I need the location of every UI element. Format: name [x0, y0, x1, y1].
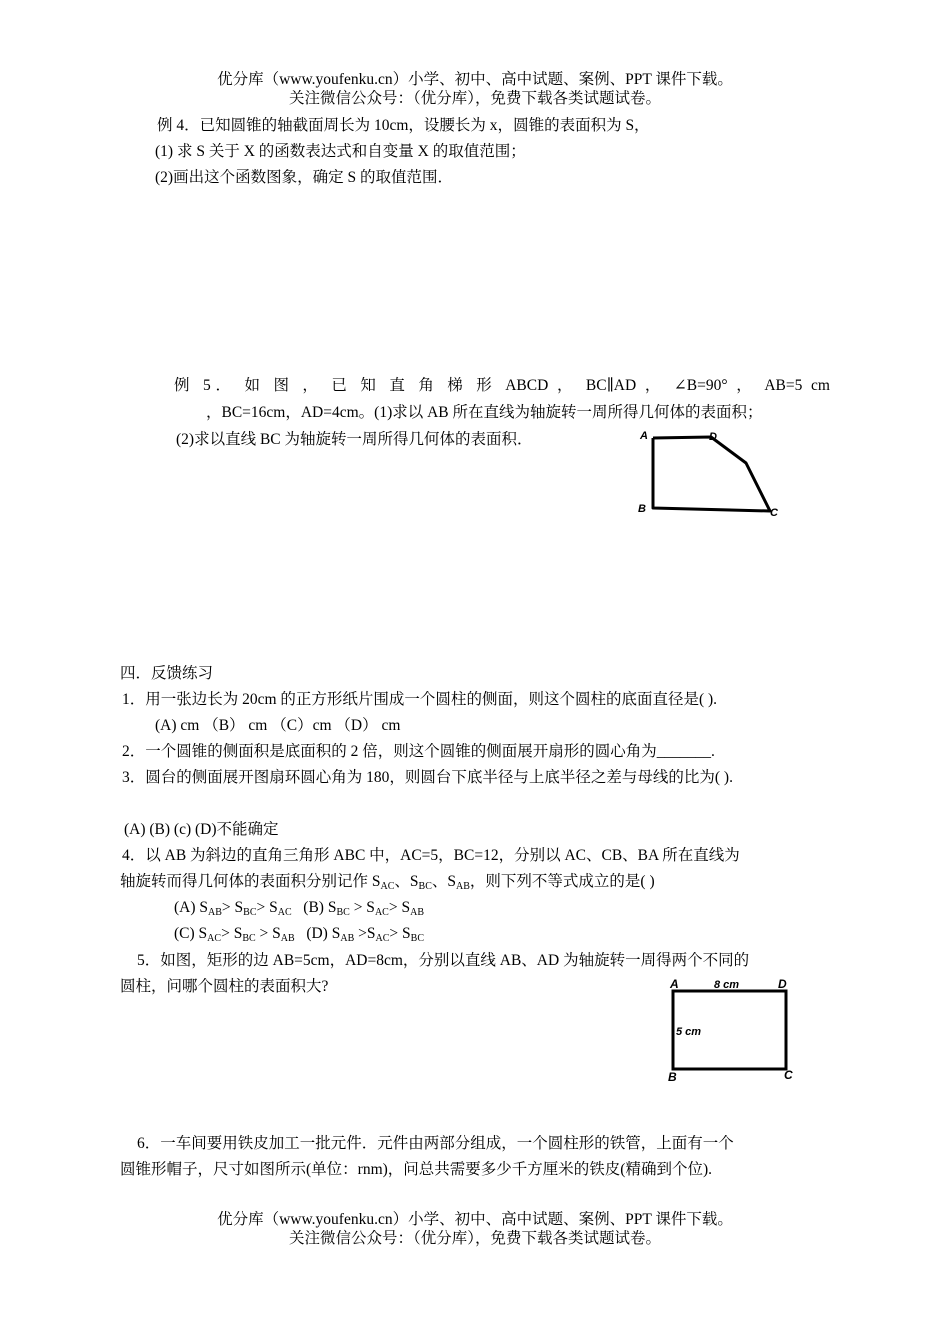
section4-title: 四．反馈练习	[120, 665, 214, 682]
section4-q6-line-1: 6．一车间要用铁皮加工一批元件．元件由两部分组成，一个圆柱形的铁管，上面有一个	[137, 1135, 734, 1152]
example4-title: 例 4．已知圆锥的轴截面周长为 10cm，设腰长为 x，圆锥的表面积为 S，	[157, 117, 650, 134]
section4-q4-line-2: 轴旋转而得几何体的表面积分别记作 $S_{AC}$、$S_{BC}$、$S_{AB}$，则下列不等式成立的是( )	[120, 873, 655, 892]
trapezoid-figure	[636, 425, 786, 525]
example5-line-2: ，BC=16cm，AD=4cm。(1)求以 AB 所在直线为轴旋转一周所得几何体的表面积；	[206, 404, 763, 421]
section4-q4-options-ab: (A) $S_{AB}> S_{BC}> S_{AC}$ (B) $S_{BC} > S_{AC}> S_{AB}$	[174, 899, 424, 918]
trapezoid-label-a: A	[640, 430, 648, 442]
example5-line-3: (2)求以直线 BC 为轴旋转一周所得几何体的表面积．	[176, 431, 533, 448]
footer-line-2: 关注微信公众号：（优分库），免费下载各类试题试卷。	[288, 1230, 661, 1247]
section4-q3-options: (A) (B) (c) (D)不能确定	[124, 821, 279, 838]
header-line-2: 关注微信公众号：（优分库），免费下载各类试题试卷。	[288, 90, 661, 107]
section4-q5-line-1: 5．如图，矩形的边 AB=5cm，AD=8cm，分别以直线 AB、AD 为轴旋转一周得两个不同的	[137, 952, 750, 969]
rectangle-label-top-length: 8 cm	[714, 979, 740, 991]
section4-q4-options-cd: (C) $S_{AC}> S_{BC} > S_{AB}$ (D) $S_{AB} >S_{AC}> S_{BC}$	[174, 925, 424, 944]
rectangle-figure	[660, 973, 830, 1085]
rectangle-label-a: A	[670, 977, 679, 991]
section4-q6-line-2: 圆锥形帽子，尺寸如图所示(单位：rnm)，问总共需要多少千方厘米的铁皮(精确到个位).	[120, 1161, 712, 1178]
header-line-1: 优分库（www.youfenku.cn）小学、初中、高中试题、案例、PPT 课件下载。	[217, 71, 733, 88]
rectangle-label-side-length: 5 cm	[676, 1026, 702, 1038]
trapezoid-abcd	[653, 437, 770, 511]
rectangle-label-d: D	[778, 977, 787, 991]
trapezoid-label-b: B	[638, 503, 646, 515]
section4-q2: 2．一个圆锥的侧面积是底面积的 2 倍，则这个圆锥的侧面展开扇形的圆心角为_______.	[122, 743, 715, 760]
trapezoid-label-d: D	[709, 431, 717, 443]
rectangle-label-c: C	[784, 1068, 793, 1082]
section4-q5-line-2: 圆柱，问哪个圆柱的表面积大?	[120, 978, 329, 995]
section4-q4-line-1: 4．以 AB 为斜边的直角三角形 ABC 中，AC=5，BC=12，分别以 AC、CB、BA 所在直线为	[122, 847, 740, 864]
trapezoid-label-c: C	[770, 507, 778, 519]
section4-q1: 1．用一张边长为 20cm 的正方形纸片围成一个圆柱的侧面，则这个圆柱的底面直径是( ).	[122, 691, 718, 708]
example5-line-1: 例 5． 如 图 ， 已 知 直 角 梯 形 ABCD ， BC∥AD ， ∠B=90° ， AB=5 cm	[174, 377, 830, 394]
footer-line-1: 优分库（www.youfenku.cn）小学、初中、高中试题、案例、PPT 课件下载。	[217, 1211, 733, 1228]
rectangle-label-b: B	[668, 1070, 677, 1084]
example4-q1: (1) 求 S 关于 X 的函数表达式和自变量 X 的取值范围；	[155, 143, 526, 160]
section4-q3: 3．圆台的侧面展开图扇环圆心角为 180，则圆台下底半径与上底半径之差与母线的比为( ).	[122, 769, 733, 786]
example4-q2: (2)画出这个函数图象，确定 S 的取值范围．	[155, 169, 453, 186]
section4-q1-options: (A) cm （B） cm （C）cm （D） cm	[155, 717, 401, 734]
